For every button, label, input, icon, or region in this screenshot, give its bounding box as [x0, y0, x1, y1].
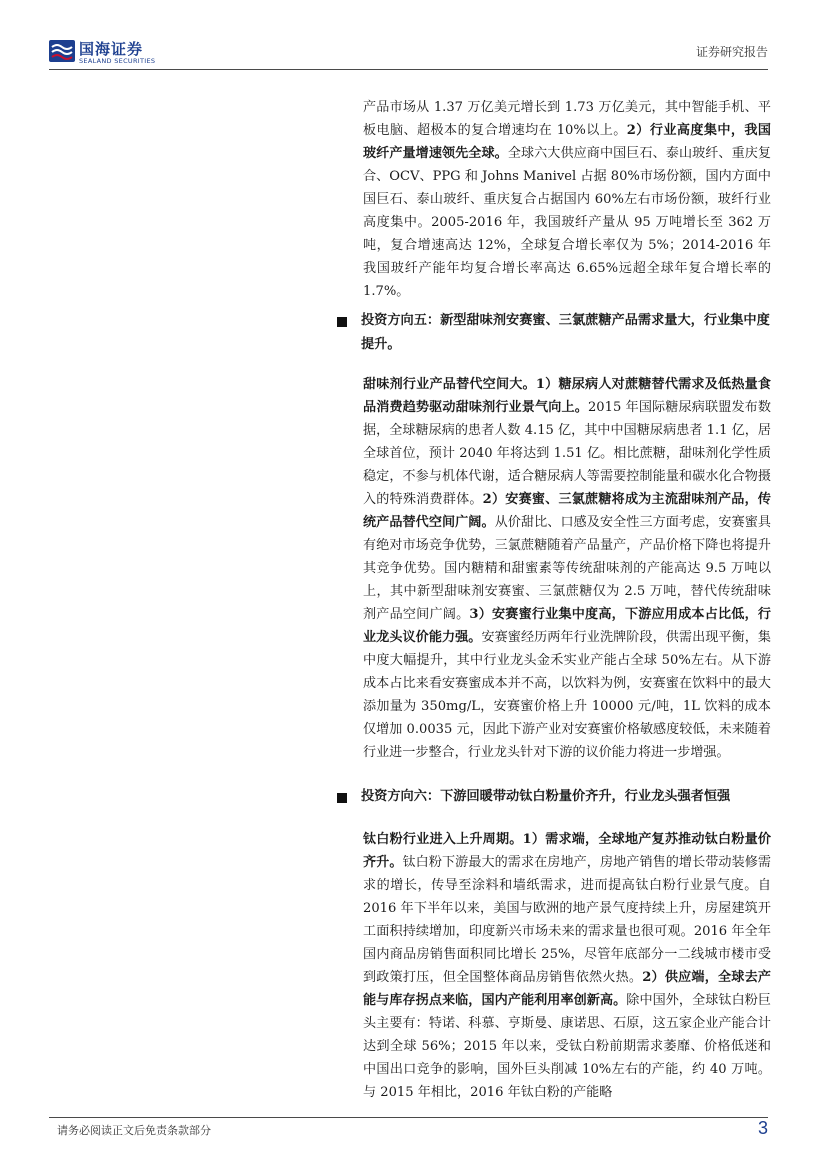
intro-section: [363, 96, 771, 303]
section-5-body: [363, 373, 771, 764]
section-5-paragraph: [363, 373, 771, 764]
text-run: 除中国外，全球钛白粉巨头主要有：特诺、科慕、亨斯曼、康诺思、石原，这五家企业产能合计达到全球 56%；2015 年以来，受钛白粉前期需求萎靡、价格低迷和中国出口竞争的影响，国外巨头削减 10%左右的产能，约 40 万吨。与 2015 年相比，2016 年钛白粉的产能略: [363, 993, 772, 1100]
section-heading-6-text: 投资方向六：下游回暖带动钛白粉量价齐升，行业龙头强者恒强: [361, 789, 731, 804]
text-run: 全球六大供应商中国巨石、泰山玻纤、重庆复合、OCV、PPG 和 Johns Manivel 占据 80%市场份额，国内方面中国巨石、泰山玻纤、重庆复合占据国内 60%左右市场份额，玻纤行业高度集中。2005-2016 年，我国玻纤产量从 95 万吨增长至 362 万吨，复合增速高达 12%，全球复合增长率仅为 5%；2014-2016 年我国玻纤产能年均复合增长率高达 6.65%远超全球年复合增长率的 1.7%。: [363, 146, 772, 299]
bold-run: 钛白粉行业进入上升周期。1）需求端，全球地产复苏推动钛白粉量价齐升。: [363, 832, 771, 870]
bold-run: 2）供应端，全球去产能与库存拐点来临，国内产能利用率创新高。: [363, 970, 771, 1008]
text-run: 2015 年国际糖尿病联盟发布数据，全球糖尿病的患者人数 4.15 亿，其中中国糖尿病患者 1.1 亿，居全球首位，预计 2040 年将达到 1.51 亿。相比蔗糖，甜味剂化学性质稳定，不参与机体代谢，适合糖尿病人等需要控制能量和碳水化合物摄入的特殊消费群体。: [363, 400, 772, 507]
text-run: 产品市场从 1.37 万亿美元增长到 1.73 万亿美元，其中智能手机、平板电脑、超极本的复合增速均在 10%以上。: [363, 100, 771, 138]
page-number: 3: [757, 1118, 768, 1138]
section-6-body: [363, 828, 771, 1104]
logo-english-name: SEALAND SECURITIES: [79, 57, 156, 65]
section-heading-6: [337, 785, 773, 809]
report-type-label: 证券研究报告: [695, 45, 768, 59]
section-heading-5: [337, 309, 773, 357]
text-run: 从价甜比、口感及安全性三方面考虑，安赛蜜具有绝对市场竞争优势，三氯蔗糖随着产品量产，产品价格下降也将提升其竞争优势。国内糖精和甜蜜素等传统甜味剂的产能高达 9.5 万吨以上，其中新型甜味剂安赛蜜、三氯蔗糖仅为 2.5 万吨，替代传统甜味剂产品空间广阔。: [363, 515, 772, 622]
sealand-logo-icon: [49, 38, 75, 64]
logo-chinese-name: 国海证券: [79, 40, 144, 58]
text-run: 钛白粉下游最大的需求在房地产，房地产销售的增长带动装修需求的增长，传导至涂料和墙纸需求，进而提高钛白粉行业景气度。自 2016 年下半年以来，美国与欧洲的地产景气度持续上升，房屋建筑开工面积持续增加，印度新兴市场未来的需求量也很可观。2016 年全年国内商品房销售面积同比增长 25%，尽管年底部分一二线城市楼市受到政策打压，但全国整体商品房销售依然火热。: [363, 855, 772, 985]
intro-paragraph: [363, 96, 771, 303]
text-run: 安赛蜜经历两年行业洗牌阶段，供需出现平衡，集中度大幅提升，其中行业龙头金禾实业产能占全球 50%左右。从下游成本占比来看安赛蜜成本并不高，以饮料为例，安赛蜜在饮料中的最大添加量为 350mg/L，安赛蜜价格上升 10000 元/吨，1L 饮料的成本仅增加 0.0035 元，因此下游产业对安赛蜜价格敏感度较低，未来随着行业进一步整合，行业龙头针对下游的议价能力将进一步增强。: [363, 630, 772, 760]
bold-run: 2）行业高度集中，我国玻纤产量增速领先全球。: [363, 123, 771, 161]
bold-run: 甜味剂行业产品替代空间大。1）糖尿病人对蔗糖替代需求及低热量食品消费趋势驱动甜味剂行业景气向上。: [363, 377, 771, 415]
disclaimer-note: 请务必阅读正文后免责条款部分: [57, 1124, 211, 1137]
section-heading-5-text: 投资方向五：新型甜味剂安赛蜜、三氯蔗糖产品需求量大，行业集中度提升。: [361, 313, 770, 352]
footer-divider: [49, 1117, 768, 1118]
section-6-paragraph: [363, 828, 771, 1104]
header-divider: [49, 69, 768, 70]
bold-run: 2）安赛蜜、三氯蔗糖将成为主流甜味剂产品，传统产品替代空间广阔。: [363, 492, 771, 530]
bold-run: 3）安赛蜜行业集中度高，下游应用成本占比低，行业龙头议价能力强。: [363, 607, 771, 645]
